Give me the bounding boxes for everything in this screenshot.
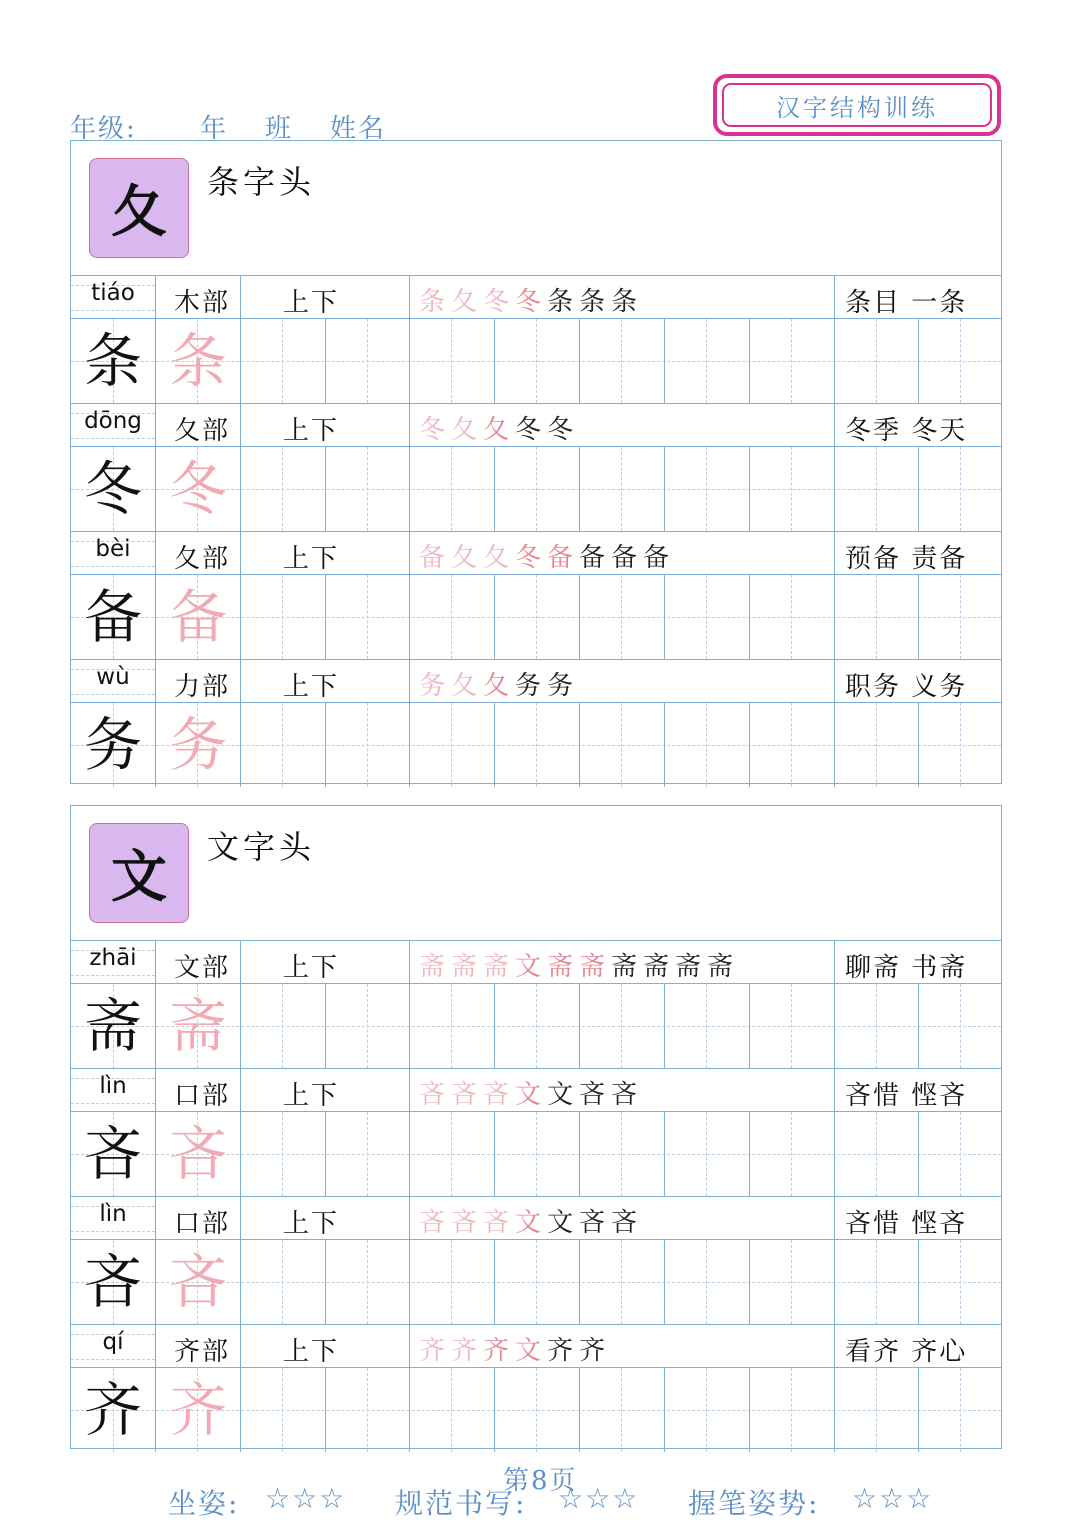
example-words: 看齐 齐心 (845, 1337, 968, 1367)
stroke-step: 备 (547, 543, 580, 573)
model-character: 冬 (83, 455, 142, 523)
radical-category: 口部 (174, 1081, 231, 1111)
stroke-step: 夂 (483, 415, 516, 445)
trace-character: 吝 (168, 1248, 227, 1316)
info-row (71, 660, 1001, 703)
writing-stars: ☆☆☆ (558, 1482, 640, 1515)
section-2 (70, 805, 1002, 1449)
example-words: 吝惜 悭吝 (845, 1209, 968, 1239)
stroke-order (419, 665, 579, 702)
page-title: 汉字结构训练 (722, 83, 992, 127)
section-header (71, 806, 1001, 941)
character-entry (71, 532, 1001, 660)
character-entry (71, 276, 1001, 404)
stroke-step: 文 (515, 1208, 548, 1238)
stroke-step: 务 (515, 671, 548, 701)
pinyin: qí (102, 1329, 124, 1355)
stroke-step: 吝 (419, 1080, 452, 1110)
stroke-step: 吝 (579, 1080, 612, 1110)
example-words: 聊斋 书斋 (845, 953, 968, 983)
pinyin: wù (96, 664, 130, 690)
trace-character: 条 (168, 327, 227, 395)
model-character: 吝 (83, 1248, 142, 1316)
stroke-step: 冬 (515, 543, 548, 573)
stroke-step: 吝 (579, 1208, 612, 1238)
character-entry (71, 1069, 1001, 1197)
structure-type: 上下 (283, 544, 340, 574)
radical-category: 文部 (174, 953, 231, 983)
info-row (71, 1197, 1001, 1240)
practice-row (71, 984, 1001, 1069)
example-words: 预备 责备 (845, 544, 968, 574)
stroke-step: 文 (547, 1080, 580, 1110)
trace-character: 吝 (168, 1120, 227, 1188)
writing-label: 规范书写: (395, 1487, 527, 1520)
character-entry (71, 404, 1001, 532)
stroke-step: 斋 (579, 952, 612, 982)
structure-type: 上下 (283, 1337, 340, 1367)
trace-character: 斋 (168, 992, 227, 1060)
section-title: 文字头 (207, 828, 316, 866)
radical-category: 口部 (174, 1209, 231, 1239)
model-character: 备 (83, 583, 142, 651)
model-character: 吝 (83, 1120, 142, 1188)
class-label: 班 (265, 114, 294, 144)
radical-category: 夂部 (174, 544, 231, 574)
stroke-step: 务 (547, 671, 580, 701)
stroke-step: 冬 (419, 415, 452, 445)
stroke-step: 齐 (419, 1336, 452, 1366)
stroke-step: 吝 (611, 1080, 644, 1110)
section-header (71, 141, 1001, 276)
character-entry (71, 1325, 1001, 1452)
practice-row (71, 1112, 1001, 1197)
trace-character: 务 (168, 711, 227, 779)
stroke-step: 吝 (451, 1208, 484, 1238)
info-row (71, 404, 1001, 447)
structure-type: 上下 (283, 288, 340, 318)
stroke-step: 夂 (483, 671, 516, 701)
stroke-step: 齐 (547, 1336, 580, 1366)
stroke-order (419, 1202, 643, 1239)
stroke-step: 斋 (675, 952, 708, 982)
model-character: 斋 (83, 992, 142, 1060)
trace-character: 冬 (168, 455, 227, 523)
stroke-step: 吝 (451, 1080, 484, 1110)
example-words: 条目 一条 (845, 288, 968, 318)
page-number: 第8页 (503, 1466, 578, 1496)
stroke-step: 备 (643, 543, 676, 573)
practice-row (71, 319, 1001, 404)
structure-type: 上下 (283, 953, 340, 983)
section-1 (70, 140, 1002, 784)
character-entry (71, 941, 1001, 1069)
stroke-step: 齐 (451, 1336, 484, 1366)
example-words: 吝惜 悭吝 (845, 1081, 968, 1111)
structure-type: 上下 (283, 1081, 340, 1111)
stroke-step: 冬 (515, 287, 548, 317)
example-words: 职务 义务 (845, 672, 968, 702)
stroke-step: 备 (419, 543, 452, 573)
stroke-step: 冬 (547, 415, 580, 445)
stroke-step: 吝 (611, 1208, 644, 1238)
grade-label: 年级: (70, 114, 137, 144)
practice-row (71, 1368, 1001, 1452)
stroke-step: 斋 (419, 952, 452, 982)
name-label: 姓名 (330, 114, 387, 144)
character-entry (71, 660, 1001, 787)
year-label: 年 (200, 114, 229, 144)
model-character: 务 (83, 711, 142, 779)
stroke-order (419, 1074, 643, 1111)
posture-stars: ☆☆☆ (265, 1482, 347, 1515)
info-row (71, 941, 1001, 984)
practice-row (71, 703, 1001, 787)
radical-category: 力部 (174, 672, 231, 702)
info-row (71, 1325, 1001, 1368)
example-words: 冬季 冬天 (845, 416, 968, 446)
radical-category: 夂部 (174, 416, 231, 446)
stroke-step: 务 (419, 671, 452, 701)
stroke-step: 夂 (451, 671, 484, 701)
stroke-step: 吝 (483, 1208, 516, 1238)
stroke-order (419, 409, 579, 446)
stroke-step: 夂 (483, 543, 516, 573)
practice-row (71, 447, 1001, 532)
structure-type: 上下 (283, 672, 340, 702)
stroke-step: 冬 (515, 415, 548, 445)
pinyin: lìn (99, 1201, 127, 1227)
stroke-step: 斋 (451, 952, 484, 982)
info-row (71, 532, 1001, 575)
stroke-step: 夂 (451, 543, 484, 573)
trace-character: 齐 (168, 1376, 227, 1444)
pinyin: bèi (95, 536, 131, 562)
structure-type: 上下 (283, 1209, 340, 1239)
stroke-step: 文 (515, 1080, 548, 1110)
info-row (71, 276, 1001, 319)
stroke-step: 夂 (451, 287, 484, 317)
grip-stars: ☆☆☆ (852, 1482, 934, 1515)
model-character: 条 (83, 327, 142, 395)
info-row (71, 1069, 1001, 1112)
stroke-step: 斋 (707, 952, 740, 982)
stroke-step: 斋 (611, 952, 644, 982)
stroke-step: 齐 (483, 1336, 516, 1366)
stroke-step: 文 (515, 952, 548, 982)
stroke-step: 齐 (579, 1336, 612, 1366)
stroke-step: 夂 (451, 415, 484, 445)
radical-category: 木部 (174, 288, 231, 318)
practice-row (71, 1240, 1001, 1325)
posture-label: 坐姿: (168, 1487, 240, 1520)
trace-character: 备 (168, 583, 227, 651)
stroke-step: 斋 (643, 952, 676, 982)
stroke-order (419, 946, 739, 983)
entries (71, 941, 1001, 1452)
radical-category: 齐部 (174, 1337, 231, 1367)
stroke-step: 条 (611, 287, 644, 317)
stroke-order (419, 281, 643, 318)
stroke-order (419, 537, 675, 574)
stroke-step: 吝 (419, 1208, 452, 1238)
character-entry (71, 1197, 1001, 1325)
section-title: 条字头 (207, 163, 316, 201)
entries (71, 276, 1001, 787)
model-character: 齐 (83, 1376, 142, 1444)
pinyin: lìn (99, 1073, 127, 1099)
stroke-order (419, 1330, 611, 1367)
stroke-step: 条 (419, 287, 452, 317)
grip-label: 握笔姿势: (688, 1487, 820, 1520)
pinyin: dōng (84, 408, 142, 434)
stroke-step: 文 (515, 1336, 548, 1366)
radical-box: 夂 (89, 158, 189, 258)
radical-box: 文 (89, 823, 189, 923)
pinyin: zhāi (89, 945, 137, 971)
stroke-step: 斋 (483, 952, 516, 982)
stroke-step: 吝 (483, 1080, 516, 1110)
title-banner (713, 74, 1001, 136)
practice-row (71, 575, 1001, 660)
stroke-step: 条 (547, 287, 580, 317)
structure-type: 上下 (283, 416, 340, 446)
stroke-step: 备 (579, 543, 612, 573)
stroke-step: 冬 (483, 287, 516, 317)
stroke-step: 斋 (547, 952, 580, 982)
stroke-step: 条 (579, 287, 612, 317)
stroke-step: 备 (611, 543, 644, 573)
pinyin: tiáo (91, 280, 135, 306)
stroke-step: 文 (547, 1208, 580, 1238)
